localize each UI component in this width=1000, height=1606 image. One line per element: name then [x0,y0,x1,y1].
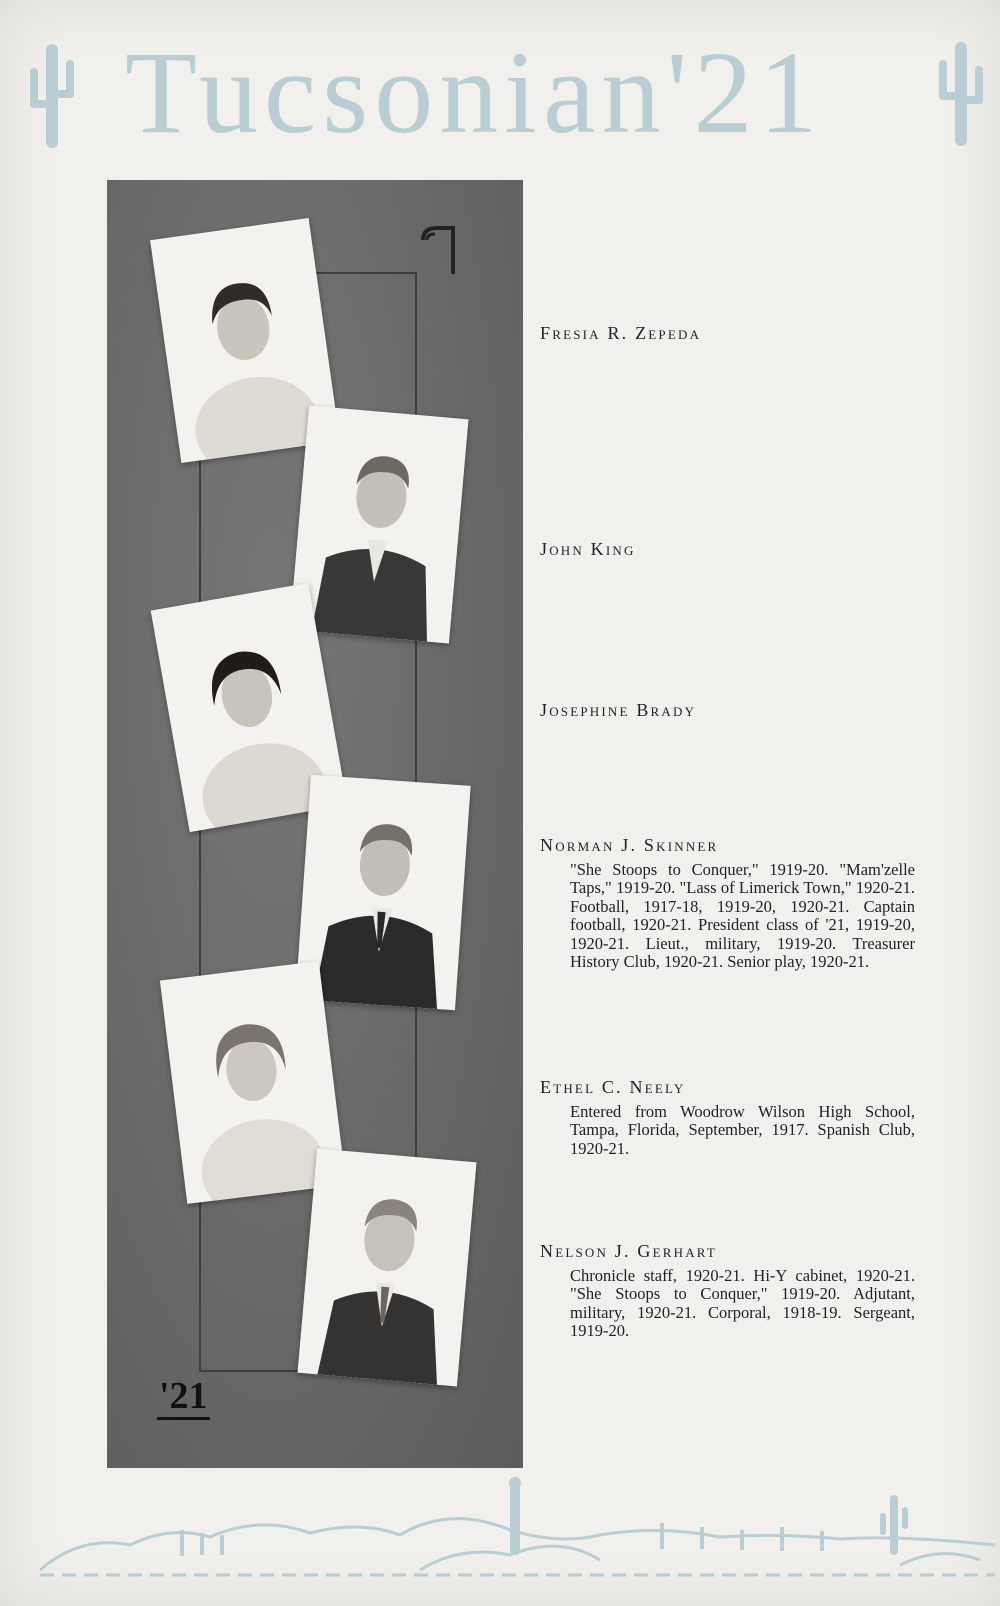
panel-year-mark: '21 [157,1375,210,1420]
student-entry [540,538,920,560]
corner-ornament-icon [419,222,459,278]
yearbook-title: Tucsonian'21 [125,27,824,158]
student-entry [540,699,920,721]
student-name: John King [540,539,636,559]
student-entry [540,1076,920,1158]
student-name: Nelson J. Gerhart [540,1241,718,1261]
cactus-left-icon [26,38,78,150]
student-activities: "She Stoops to Conquer," 1919-20. "Mam'zelle Taps," 1919-20. "Lass of Limerick Town," 1920-21. Football, 1917-18, 1919-20, 1920-21. Captain football, 1920-21. President class of '21, 1919-20, 1920-21. Lieut., military, 1919-20. Treasurer History Club, 1920-21. Senior play, 1920-21. [570,860,915,972]
portrait-photo [297,1148,476,1386]
desert-landscape-ornament [40,1475,995,1585]
man-portrait-icon [295,775,470,1011]
student-name: Norman J. Skinner [540,835,719,855]
student-activities: Entered from Woodrow Wilson High School, Tampa, Florida, September, 1917. Spanish Club, 1920-21. [570,1102,915,1158]
student-entry [540,1240,920,1341]
student-name: Fresia R. Zepeda [540,323,702,343]
cactus-right-icon [935,38,987,150]
man-portrait-icon [289,405,468,643]
student-activities: Chronicle staff, 1920-21. Hi-Y cabinet, 1920-21. "She Stoops to Conquer," 1919-20. Adjutant, military, 1920-21. Corporal, 1918-19. Sergeant, 1919-20. [570,1266,915,1341]
student-entry [540,834,920,971]
portrait-photo [295,775,470,1011]
man-portrait-icon [297,1148,476,1386]
student-name: Ethel C. Neely [540,1077,686,1097]
student-entry [540,322,920,344]
portrait-photo [289,405,468,643]
student-name: Josephine Brady [540,700,697,720]
photo-panel [107,180,523,1468]
